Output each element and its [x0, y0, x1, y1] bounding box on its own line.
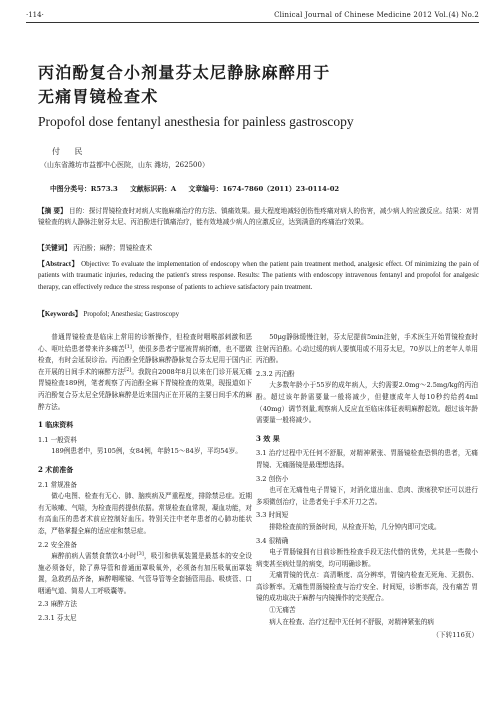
paragraph: 50μg静脉缓慢注射，芬太尼提前5min注射，手术医生开始胃镜检查时注射丙泊酚。心动过缓的病人要慎用或不用芬太尼，70岁以上的老年人单用丙泊酚。 [256, 333, 478, 365]
journal-name: Clinical Journal of Chinese Medicine 2012 Vol.(4) No.2 [274, 11, 479, 19]
section-heading: 3 效 果 [256, 433, 280, 443]
keywords-chinese [38, 243, 479, 254]
section-heading: 1 临床资料 [38, 420, 74, 430]
title-english: Propofol dose fentanyl anesthesia for painless gastroscopy [38, 114, 354, 129]
abstract-chinese-text: 目的：探讨胃镜检查时对病人实施麻痛治疗的方法、镇痛效果。最大程度地减轻创伤性疼痛对病人的伤害，减少病人的应激反应。结果：对胃镜检查的病人静脉注射芬太尼、丙泊酚进行镇痛治疗，能有效地减少病人的应激反应，达到满意的疼痛治疗效果。 [38, 207, 479, 227]
author-affiliation: （山东省潍坊市益都中心医院，山东 潍坊，262500） [40, 161, 209, 169]
title-chinese-line-2: 无痛胃镜检查术 [38, 87, 159, 106]
author-name: 付 民 [52, 147, 89, 156]
subsection-heading: 3.2 创伤小 [256, 474, 289, 483]
section-heading: 2 术前准备 [38, 464, 74, 474]
paragraph: 做心电图、检查有无心、肺、脑疾病及严重程度，排除禁忌症。近期有无咳嗽、气喘，为检查用药提供依据。常规检查血常规，凝血功能，对有高血压的患者术前应控制好血压。特别关注中老年患者的心肺功能状态，严格掌握全麻的适应症和禁忌症。 [38, 492, 252, 535]
paragraph: 无痛胃镜的优点：高清晰度、高分辨率，胃镜内检查无死角、无损伤、高诊断率。无痛性胃肠镜检查与治疗安全、时间短，诊断率高，没有痛苦 胃镜的成功取决于麻醉与内镜操作的完美配合。 [256, 571, 478, 603]
subsection-heading: 3.3 时间短 [256, 511, 289, 520]
subsection-heading: 2.3 麻醉方法 [38, 600, 77, 609]
abstract-chinese [38, 206, 479, 229]
keywords-english [38, 309, 479, 320]
subsection-heading: 3.4 很精确 [256, 536, 289, 545]
paragraph: 也可在无痛性电子胃镜下，对消化道出血、息肉、溃疡狭窄还可以进行多项微创治疗，让患者免于手术开刀之苦。 [256, 486, 478, 506]
paragraph: 病人在检查、治疗过程中无任何不舒服，对精神紧张的病 [269, 617, 435, 626]
intro-paragraph: 普通胃镜检查是临床上常用的诊断操作，但检查时咽喉部刺激和恶心、呕吐给患者带来许多痛苦[1]，使很多患者宁愿被胃病折磨，也不愿做检查，有时会延误诊治。丙泊酚全凭静脉麻醉静脉复合芬太尼用于国内正在开展的日间手术的麻醉方法[2]。我院自2008年8月以来在门诊开展无痛胃镜检查189例，笔者观察了丙泊酚全麻下胃镜检查的效果，现报道如下丙泊酚复合芬太尼全凭静脉麻醉是近来国内正在开展的主要日间手术的麻醉方法。 [38, 333, 253, 411]
abstract-chinese-label: 【摘 要】 [38, 207, 67, 215]
keywords-chinese-label: 【关键词】 [38, 244, 71, 252]
paragraph: 排除检查前的预备时间，从检查开始，几分钟内即可完成。 [269, 522, 441, 531]
paragraph: 大多数年龄小于55岁的成年病人，大约需要2.0mg～2.5mg/kg的丙泊酚。超过该年龄需要量一般将减少，但健康成年人每10秒约给药4ml（40mg）调节剂量,观察病人反应直至临床体征表明麻醉起效。超过该年龄需要量一般将减少。 [256, 381, 478, 425]
list-item: ①无痛苦 [269, 606, 296, 615]
subsection-heading: 2.3.2 丙泊酚 [256, 369, 295, 378]
title-chinese-line-1: 丙泊酚复合小剂量芬太尼静脉麻醉用于 [38, 63, 331, 82]
paragraph: 麻醉前病人需禁食禁饮4小时[3]，吸引和供氧装置是最基本的安全设施必须备好，除了鼻导管和普通面罩吸氧外，必须备有加压吸氧面罩装置，急救药品齐备，麻醉咽喉镜、气管导管等全套插管用品、吸痰管、口咽通气道、简易人工呼吸囊等。 [38, 551, 252, 595]
body-column-left [38, 332, 252, 625]
paragraph: 189例患者中，男105例，女84例，年龄15～84岁，平均54岁。 [51, 447, 242, 456]
keywords-english-label: 【Keywords】 [38, 311, 82, 318]
abstract-english [38, 259, 479, 293]
article-metadata [50, 184, 349, 194]
citation: [2] [124, 366, 132, 373]
clc-number: 中图分类号：R573.3 [50, 185, 118, 193]
keywords-chinese-text: 丙泊酚；麻醉；胃镜检查术 [73, 244, 153, 252]
abstract-english-label: 【Abstract】 [38, 261, 79, 268]
body-column-right [256, 332, 478, 642]
subsection-heading: 2.1 常规准备 [38, 480, 77, 489]
keywords-english-text: Propofol; Anesthesia; Gastroscopy [83, 311, 180, 318]
abstract-english-text: Objective: To evaluate the implementation of endoscopy when the patient pain treatment method, analgesic effect. Of minimizing the pain of patients with traumatic injuries, reducing the patient's stress response. Results: The patients with endoscopy intravenous fentanyl and propofol for analgesic therapy, can effectively reduce the stress response of patients to achieve satisfactory pain treatment. [38, 261, 479, 291]
continued-note: （下转116页） [432, 631, 478, 640]
subsection-heading: 2.2 安全准备 [38, 540, 77, 549]
document-code: 文献标识码：A [130, 185, 177, 193]
subsection-heading: 1.1 一般资料 [38, 435, 77, 444]
page-number: ·114· [26, 11, 44, 19]
running-header [26, 8, 479, 23]
paragraph: 3.1 治疗过程中无任何不舒服，对精神紧张、胃肠镜检查恐惧的患者，无痛胃镜、无痛肠镜是最理想选择。 [256, 449, 478, 469]
citation: [1] [124, 343, 132, 350]
paragraph: 电子胃肠镜拥有目前诊断性检查手段无法代替的优势，尤其是一些微小病变甚至病灶显的病变，均可明确诊断。 [256, 548, 478, 568]
citation: [3] [136, 551, 144, 558]
article-number: 文章编号：1674-7860（2011）23-0114-02 [188, 185, 340, 193]
subsection-heading: 2.3.1 芬太尼 [38, 614, 77, 623]
